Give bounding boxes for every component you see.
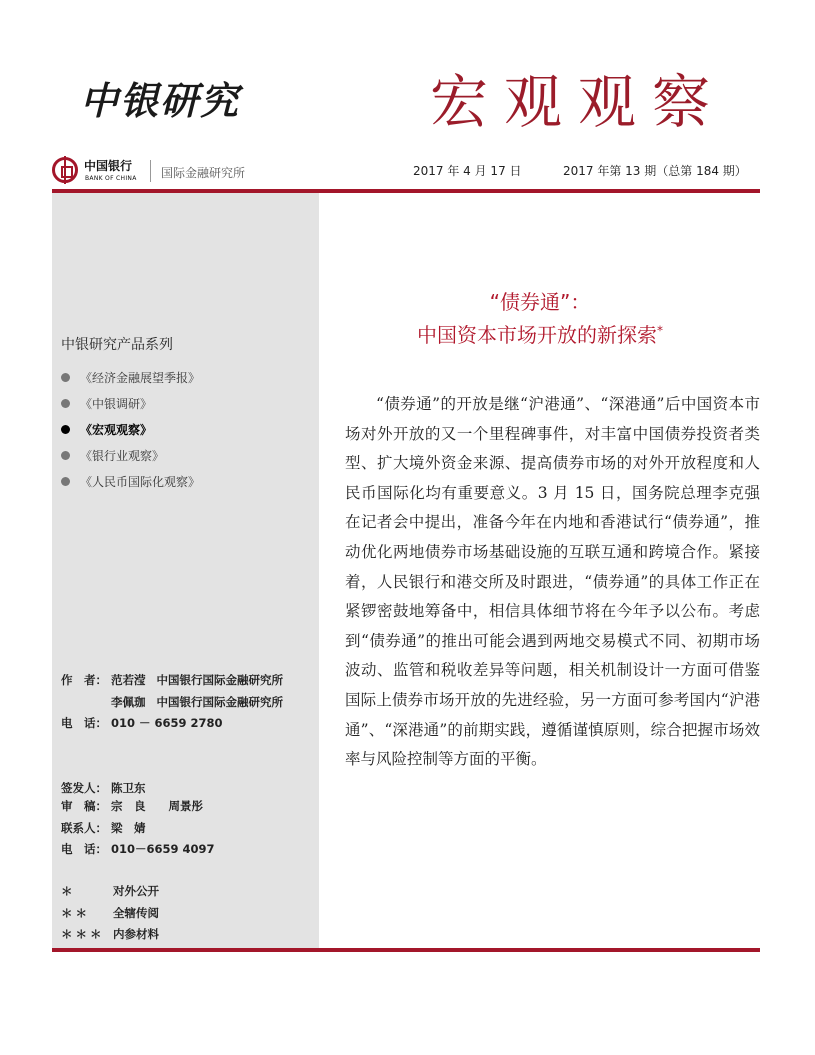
header-divider bbox=[150, 160, 151, 182]
access-level-internal: ＊＊ 全辖传阅 bbox=[61, 906, 159, 920]
bank-logo-en: BANK OF CHINA bbox=[85, 175, 137, 182]
article-body: “债券通”的开放是继“沪港通”、“深港通”后中国资本市场对外开放的又一个里程碑事件，对丰富中国债券投资者类型、扩大境外资金来源、提高债券市场的对外开放程度和人民币国际化均有重要意义。3 月 15 日，国务院总理李克强在记者会中提出，准备今年在内地和香港试行“债券通”，推动优化两地债券市场基础设施的互联互通和跨境合作。紧接着，人民银行和港交所及时跟进，“债券通”的具体工作正在紧锣密鼓地筹备中，相信具体细节将在今年予以公布。考虑到“债券通”的推出可能会遇到两地交易模式不同、初期市场波动、监管和税收差异等问题，相关机制设计一方面可借鉴国际上债券市场开放的先进经验，另一方面可参考国内“沪港通”、“深港通”的前期实践，遵循谨慎原则，综合把握市场效率与风险控制等方面的平衡。 bbox=[345, 395, 760, 769]
series-item: 《中银调研》 bbox=[61, 390, 200, 416]
bullet-icon bbox=[61, 425, 70, 434]
access-level-public: ＊ 对外公开 bbox=[61, 884, 159, 898]
series-item-active: 《宏观观察》 bbox=[61, 416, 200, 442]
series-item: 《人民币国际化观察》 bbox=[61, 468, 200, 494]
bank-logo bbox=[52, 157, 162, 187]
contact-phone: 电 话： 010－6659 4097 bbox=[61, 842, 215, 856]
issue-number: 2017 年第 13 期（总第 184 期） bbox=[563, 164, 747, 178]
signer: 签发人： 陈卫东 bbox=[61, 781, 146, 795]
footnote-mark: * bbox=[657, 323, 663, 338]
institute-name: 国际金融研究所 bbox=[161, 166, 246, 180]
series-list bbox=[61, 364, 200, 494]
series-title: 中银研究产品系列 bbox=[61, 337, 173, 353]
brand-logotype: 中银研究 bbox=[80, 78, 241, 123]
series-item: 《经济金融展望季报》 bbox=[61, 364, 200, 390]
access-level-confidential: ＊＊＊ 内参材料 bbox=[61, 927, 159, 941]
contact: 联系人： 梁 婧 bbox=[61, 821, 146, 835]
series-item: 《银行业观察》 bbox=[61, 442, 200, 468]
article-title-line1: “债券通”： bbox=[489, 290, 591, 314]
bullet-icon bbox=[61, 399, 70, 408]
author-phone: 电 话： 010 － 6659 2780 bbox=[61, 716, 223, 730]
bullet-icon bbox=[61, 451, 70, 460]
footer-rule bbox=[52, 948, 760, 952]
bank-logo-cn: 中国银行 bbox=[84, 159, 133, 173]
report-title: 宏观观察 bbox=[430, 68, 727, 136]
bank-of-china-emblem-icon bbox=[52, 157, 78, 183]
bullet-icon bbox=[61, 477, 70, 486]
reviewer: 审 稿： 宗 良 周景彤 bbox=[61, 799, 203, 813]
author-2: 李佩珈 中国银行国际金融研究所 bbox=[111, 695, 283, 709]
issue-date: 2017 年 4 月 17 日 bbox=[413, 164, 522, 178]
article-title-line2: 中国资本市场开放的新探索* bbox=[417, 323, 663, 347]
bullet-icon bbox=[61, 373, 70, 382]
author-1: 作 者： 范若滢 中国银行国际金融研究所 bbox=[61, 673, 283, 687]
